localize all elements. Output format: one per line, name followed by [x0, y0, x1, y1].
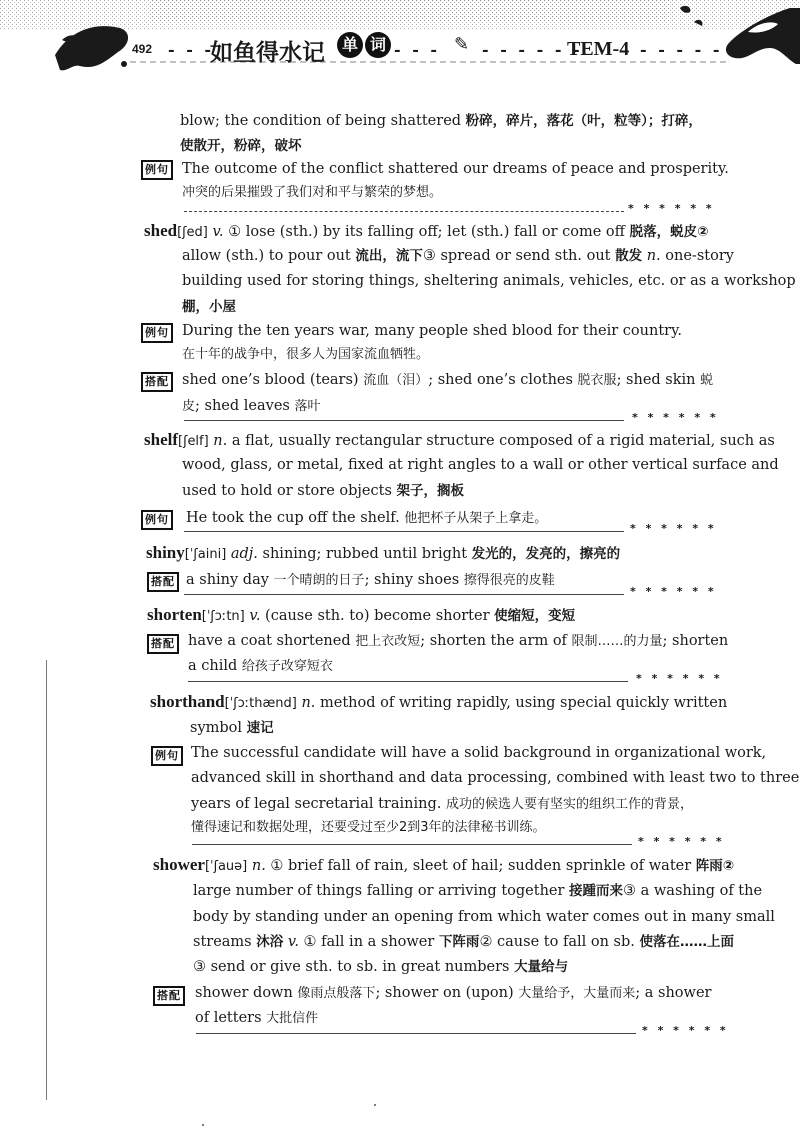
part-of-speech: v.	[244, 608, 261, 624]
example-translation: 在十年的战争中，很多人为国家流血牺牲。	[182, 347, 430, 362]
example-translation: 冲突的后果摧毁了我们对和平与繁荣的梦想。	[182, 185, 443, 200]
text-en: He took the cup off the shelf.	[186, 510, 405, 526]
stars: * * * * * *	[632, 411, 719, 424]
headword: shelf	[144, 430, 178, 449]
book-title: 如鱼得水记	[210, 40, 325, 66]
text-zh: 使落在……上面	[639, 934, 734, 950]
text-en: a flat, usually rectangular structure composed of a rigid material, such as	[227, 433, 775, 449]
text-zh: 大量给与	[514, 959, 569, 975]
text-zh: 使缩短，变短	[494, 608, 576, 624]
separator	[192, 844, 632, 845]
text-en: ③ a washing of the	[623, 883, 763, 899]
part-of-speech: adj.	[226, 546, 258, 562]
text-en: used to hold or store objects	[182, 483, 397, 499]
text-zh: 散发	[615, 248, 643, 264]
text-zh: 蜕	[700, 373, 714, 388]
text-en: years of legal secretarial training.	[191, 796, 446, 812]
stars: * * * * * *	[642, 1024, 729, 1037]
example-tag: 例句	[141, 510, 173, 530]
text-zh: 皮	[182, 399, 196, 414]
text-zh: 流出，流下	[355, 248, 423, 264]
definition-line: building used for storing things, sheltering animals, vehicles, etc. or as a workshop	[182, 273, 796, 289]
collocation-line	[188, 656, 333, 677]
text-en: have a coat shortened	[188, 633, 356, 649]
stars: * * * * * *	[630, 522, 717, 535]
phonetic: [ˈʃɔːtn]	[201, 609, 245, 624]
definition-line	[193, 881, 762, 901]
part-of-speech: n.	[642, 248, 661, 264]
separator	[184, 594, 624, 595]
phonetic: [ʃelf]	[178, 434, 209, 449]
collocation-line	[186, 570, 555, 591]
entry-shiny	[146, 543, 620, 565]
section-badge: 单	[337, 32, 363, 58]
text-zh: 下阵雨	[438, 934, 480, 950]
text-en: ; shorten	[662, 633, 729, 649]
phonetic: [ˈʃauə]	[204, 859, 248, 874]
text-zh: 阵雨②	[695, 858, 735, 874]
headword: shorthand	[150, 692, 225, 711]
text-en: ① lose (sth.) by its falling off; let (sth.) fall or come off	[223, 224, 630, 240]
example-sentence: During the ten years war, many people shed blood for their country.	[182, 323, 682, 339]
text-en: ① fall in a shower	[298, 934, 439, 950]
phonetic: [ˈʃɔːthænd]	[224, 696, 297, 711]
example-sentence: advanced skill in shorthand and data processing, combined with least two to three	[191, 770, 800, 786]
stars: * * * * * *	[630, 585, 717, 598]
text-en: blow; the condition of being shattered	[180, 113, 466, 129]
text-zh: 一个晴朗的日子	[273, 573, 365, 588]
text-en: allow (sth.) to pour out	[182, 248, 356, 264]
example-tag: 例句	[141, 323, 173, 343]
text-en: method of writing rapidly, using special quickly written	[315, 695, 728, 711]
example-tag: 例句	[141, 160, 173, 180]
text-en: ① brief fall of rain, sleet of hail; sudden sprinkle of water	[265, 858, 696, 874]
example-sentence: The outcome of the conflict shattered our dreams of peace and prosperity.	[182, 161, 729, 177]
part-of-speech: n.	[296, 695, 316, 711]
definition-line	[193, 957, 568, 977]
example-translation: 懂得速记和数据处理，还要受过至少2到3年的法律秘书训练。	[191, 820, 546, 835]
headword: shiny	[146, 543, 185, 562]
text-zh: 接踵而来	[569, 883, 624, 899]
text-zh: 脱落，蜕皮②	[629, 224, 709, 240]
text-en: ; shiny shoes	[364, 572, 464, 588]
text-en: ③ spread or send sth. out	[422, 248, 616, 264]
phonetic: [ʃed]	[177, 225, 208, 240]
separator	[188, 681, 628, 682]
text-en: ; shorten the arm of	[420, 633, 572, 649]
text-zh: 落叶	[294, 399, 321, 414]
text-zh: 大批信件	[266, 1011, 319, 1026]
part-of-speech: n.	[208, 433, 228, 449]
scan-speck	[202, 1124, 204, 1126]
text-zh: 把上衣改短	[355, 634, 421, 649]
text-zh: 擦得很亮的皮鞋	[463, 573, 555, 588]
example-sentence: The successful candidate will have a solid background in organizational work,	[191, 745, 767, 761]
separator	[196, 1033, 636, 1034]
separator	[184, 531, 624, 532]
definition-line	[182, 246, 734, 266]
definition-line	[193, 932, 734, 952]
text-en: streams	[193, 934, 257, 950]
text-en: ; shed skin	[616, 372, 701, 388]
phonetic: [ˈʃaini]	[184, 547, 227, 562]
stars: * * * * * *	[636, 672, 723, 685]
entry-shorthand	[150, 692, 727, 714]
text-zh: 使散开，粉碎，破坏	[180, 138, 302, 154]
text-en: ③ send or give sth. to sb. in great numbers	[193, 959, 515, 975]
collocation-line	[195, 983, 711, 1004]
page-number: 492	[132, 42, 153, 56]
entry-shed	[144, 221, 709, 243]
scan-speck	[374, 1104, 376, 1106]
headword: shorten	[147, 605, 202, 624]
separator	[184, 420, 624, 421]
text-en: ; shower on (upon)	[375, 985, 519, 1001]
text-en: of letters	[195, 1010, 267, 1026]
text-zh: 速记	[246, 720, 274, 736]
stars: * * * * * *	[628, 202, 715, 215]
text-en: ② cause to fall on sb.	[479, 934, 640, 950]
separator	[184, 211, 624, 212]
collocation-tag: 搭配	[141, 372, 173, 392]
text-en: shining; rubbed until bright	[257, 546, 472, 562]
exam-label: TEM-4	[567, 38, 630, 60]
text-zh: 脱衣服	[577, 373, 617, 388]
definition-line	[180, 136, 302, 156]
binding-line	[46, 660, 47, 1100]
collocation-tag: 搭配	[147, 572, 179, 592]
stars: * * * * * *	[638, 835, 725, 848]
example-tag: 例句	[151, 746, 183, 766]
text-en: a child	[188, 658, 242, 674]
header-dash: - - - - -	[640, 40, 723, 59]
collocation-tag: 搭配	[147, 634, 179, 654]
text-zh: 发光的，发亮的，擦亮的	[471, 546, 621, 562]
definition-line: body by standing under an opening from which water comes out in many small	[193, 909, 775, 925]
text-zh: 给孩子改穿短衣	[241, 659, 333, 674]
text-en: a shiny day	[186, 572, 274, 588]
example-sentence	[186, 508, 547, 529]
text-zh: 大量给予，大量而来	[518, 986, 636, 1001]
text-zh: 像雨点般落下	[297, 986, 376, 1001]
collocation-line	[182, 370, 713, 391]
brush-icon: ✎	[454, 34, 470, 55]
entry-shorten	[147, 605, 575, 627]
definition-line: 棚，小屋	[182, 299, 236, 315]
text-en: ; shed one’s clothes	[428, 372, 578, 388]
part-of-speech: v.	[283, 934, 299, 950]
text-zh: 架子，搁板	[396, 483, 464, 499]
text-en: ; shed leaves	[195, 398, 295, 414]
headword: shed	[144, 221, 178, 240]
text-en: ; a shower	[635, 985, 712, 1001]
definition-line: wood, glass, or metal, fixed at right angles to a wall or other vertical surface and	[182, 457, 779, 473]
part-of-speech: v.	[212, 224, 224, 240]
text-zh: 粉碎，碎片，落花（叶，粒等）；打碎，	[465, 113, 702, 129]
header-dash: - - -	[394, 40, 441, 59]
text-zh: 他把杯子从架子上拿走。	[404, 511, 548, 526]
text-en: one-story	[660, 248, 734, 264]
entry-shelf	[144, 430, 775, 452]
example-sentence	[191, 794, 693, 815]
collocation-line	[188, 631, 728, 652]
text-en: symbol	[190, 720, 247, 736]
text-zh: 沐浴	[256, 934, 284, 950]
text-en: shed one’s blood (tears)	[182, 372, 364, 388]
headword: shower	[153, 855, 205, 874]
header-dash: - - -	[168, 40, 215, 59]
text-zh: 成功的候选人要有坚实的组织工作的背景，	[445, 797, 693, 812]
definition-line	[180, 111, 702, 131]
text-en: large number of things falling or arriving together	[193, 883, 570, 899]
text-zh: 流血（泪）	[363, 373, 429, 388]
part-of-speech: n.	[247, 858, 266, 874]
section-badge: 词	[365, 32, 391, 58]
text-zh: 限制……的力量	[571, 634, 663, 649]
page-header	[0, 0, 800, 80]
collocation-tag: 搭配	[153, 986, 185, 1006]
header-dash: - - - - - -	[482, 40, 583, 59]
definition-line	[182, 481, 464, 501]
definition-line	[190, 718, 274, 738]
collocation-line	[195, 1008, 318, 1029]
text-en: shower down	[195, 985, 298, 1001]
collocation-line	[182, 396, 320, 417]
text-en: (cause sth. to) become shorter	[260, 608, 495, 624]
entry-shower	[153, 855, 734, 877]
